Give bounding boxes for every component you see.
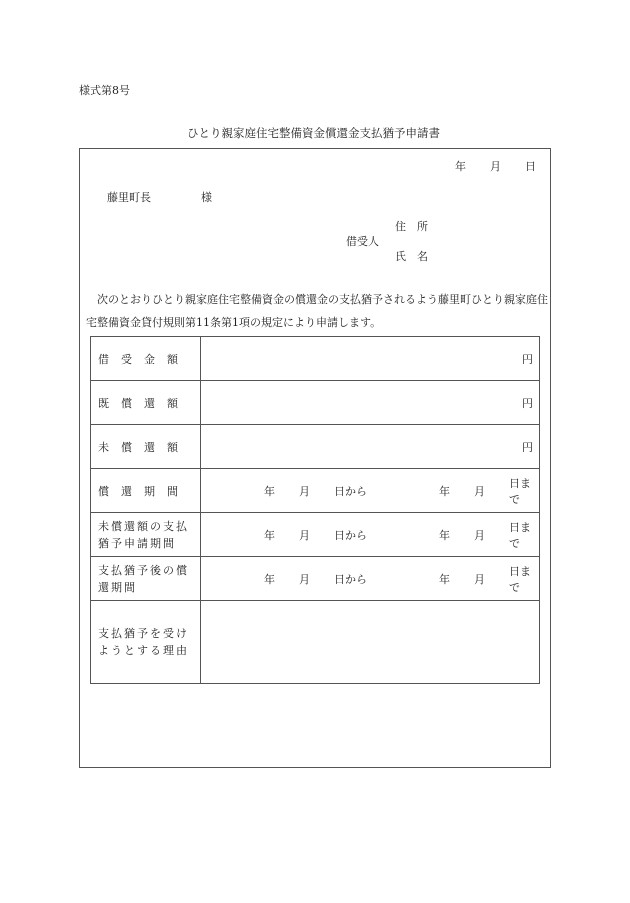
post-deferral-period-field[interactable] [201,557,540,601]
from-month: 月 [299,484,310,498]
to-month: 月 [474,572,485,586]
from-day: 日から [334,572,367,586]
from-year: 年 [264,528,275,542]
table-row [91,469,540,513]
from-day: 日から [334,528,367,542]
deferral-period-label: 未償還額の支払猶予申請期間 [91,513,201,557]
from-month: 月 [299,528,310,542]
post-deferral-period-label: 支払猶予後の償還期間 [91,557,201,601]
table-row [91,337,540,381]
to-day: 日まで [509,564,531,594]
table-row [91,425,540,469]
yen-unit: 円 [522,440,533,454]
reason-label: 支払猶予を受けようとする理由 [91,601,201,684]
addressee-name: 藤里町長 [107,191,151,204]
unpaid-amount-label: 未償還額 [91,425,201,469]
repaid-amount-field[interactable] [201,381,540,425]
applicant-role: 借受人 [346,235,379,248]
intro-text: 次のとおりひとり親家庭住宅整備資金の償還金の支払猶予されるよう藤里町ひとり親家庭住宅整備資金貸付規則第11条第1項の規定により申請します。 [86,293,548,329]
to-year: 年 [439,528,450,542]
application-table [90,336,540,684]
from-year: 年 [264,484,275,498]
addressee-honorific: 様 [201,191,212,204]
table-row [91,601,540,684]
table-row [91,557,540,601]
from-day: 日から [334,484,367,498]
repayment-period-label: 償還期間 [91,469,201,513]
loan-amount-field[interactable] [201,337,540,381]
reason-field[interactable] [201,601,540,684]
to-day: 日まで [509,476,531,506]
to-month: 月 [474,484,485,498]
date-month: 月 [490,160,501,173]
yen-unit: 円 [522,352,533,366]
table-row [91,513,540,557]
page-title: ひとり親家庭住宅整備資金償還金支払猶予申請書 [187,126,440,140]
table-row [91,381,540,425]
repayment-period-field[interactable] [201,469,540,513]
to-year: 年 [439,484,450,498]
from-month: 月 [299,572,310,586]
to-year: 年 [439,572,450,586]
form-number: 様式第8号 [79,84,130,97]
from-year: 年 [264,572,275,586]
date-day: 日 [525,160,536,173]
date-year: 年 [455,160,466,173]
name-label: 氏 名 [395,250,428,263]
to-month: 月 [474,528,485,542]
to-day: 日まで [509,520,531,550]
repaid-amount-label: 既償還額 [91,381,201,425]
unpaid-amount-field[interactable] [201,425,540,469]
yen-unit: 円 [522,396,533,410]
address-label: 住 所 [395,220,428,233]
loan-amount-label: 借受金額 [91,337,201,381]
deferral-period-field[interactable] [201,513,540,557]
